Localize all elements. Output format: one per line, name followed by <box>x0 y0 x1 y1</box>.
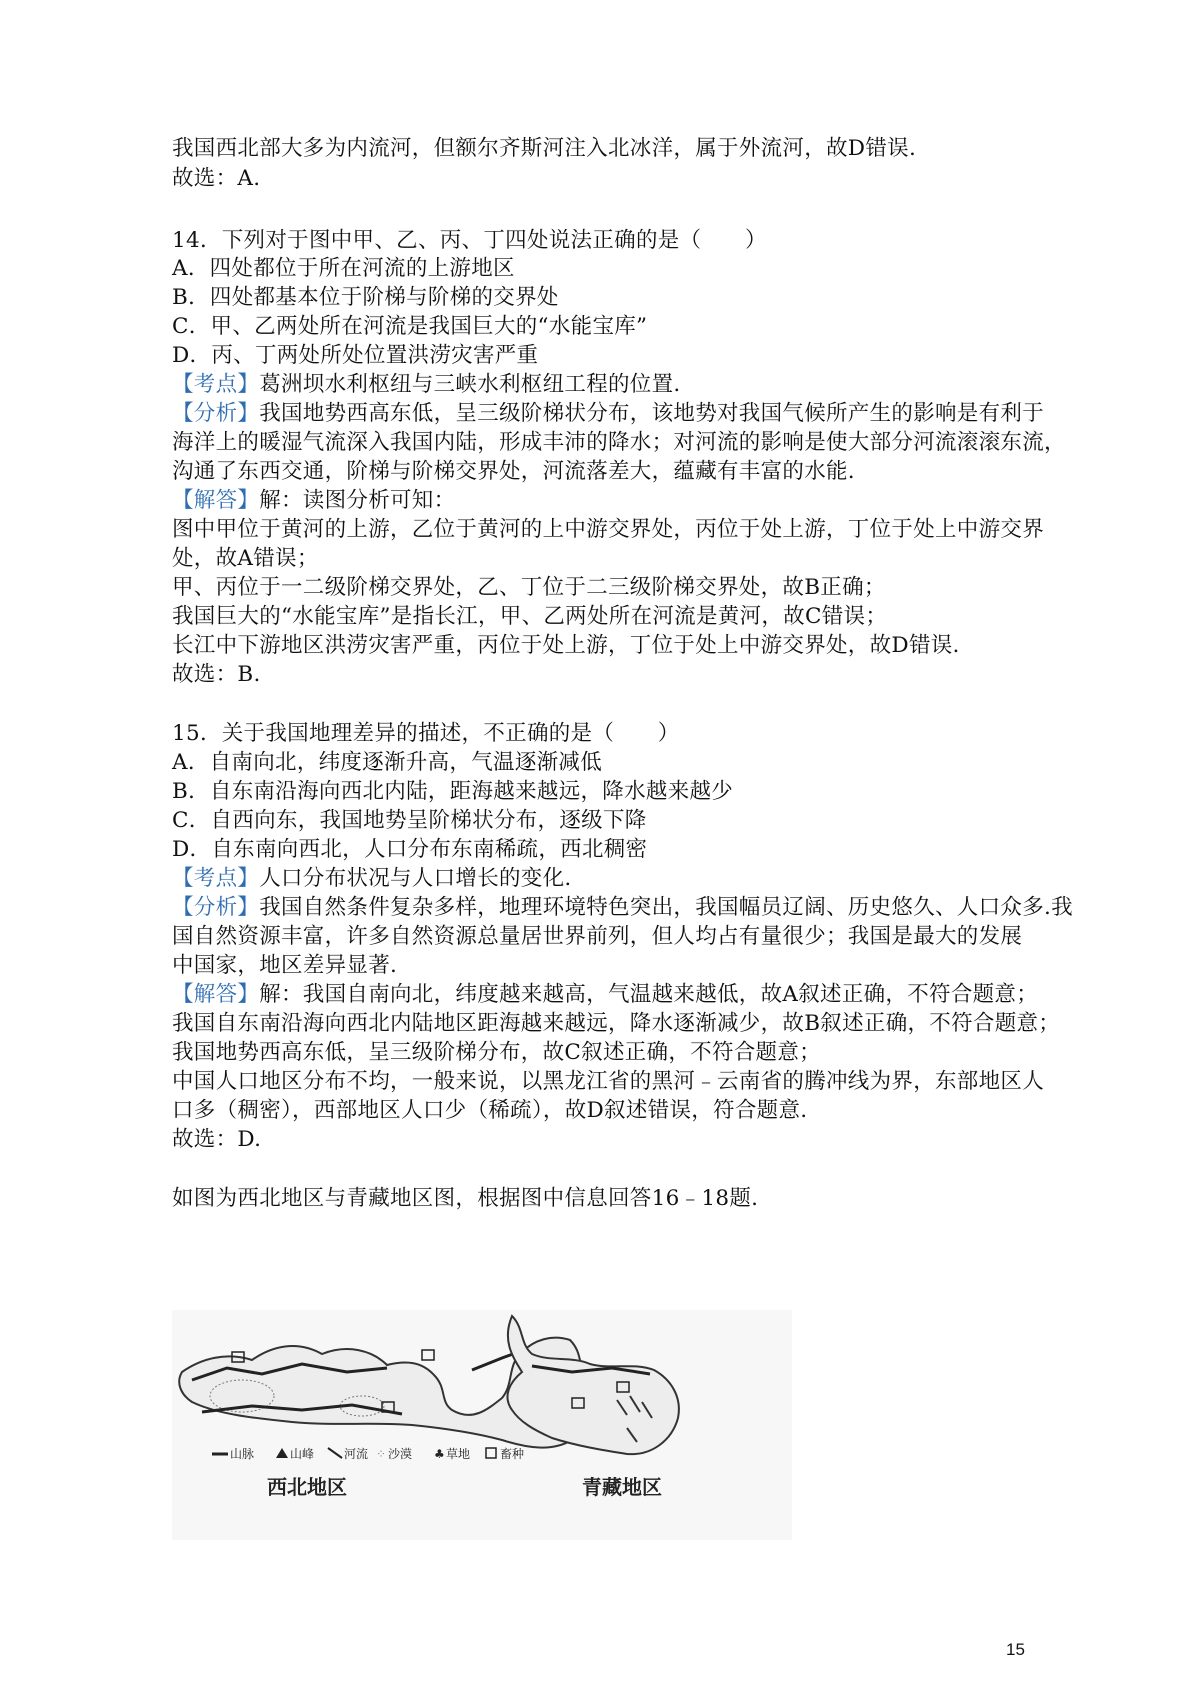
q15-fenxi-tag: 【分析】 <box>172 895 260 920</box>
q14-option-c: C．甲、乙两处所在河流是我国巨大的“水能宝库” <box>172 314 648 339</box>
q15-kaodian-text: 人口分布状况与人口增长的变化. <box>259 866 572 891</box>
q14-jieda-tag: 【解答】 <box>172 488 260 513</box>
grassland-icon: ♣ <box>434 1447 445 1461</box>
q15-fenxi-line-2: 国自然资源丰富，许多自然资源总量居世界前列，但人均占有量很少；我国是最大的发展 <box>172 924 1023 949</box>
q15-jieda-line-2: 我国自东南沿海向西北内陆地区距海越来越远，降水逐渐减少，故B叙述正确，不符合题意； <box>172 1011 1061 1036</box>
q14-jieda-line-4: 甲、丙位于一二级阶梯交界处，乙、丁位于二三级阶梯交界处，故B正确； <box>172 575 886 600</box>
q15-kaodian-tag: 【考点】 <box>172 866 260 891</box>
q16-intro: 如图为西北地区与青藏地区图，根据图中信息回答16﹣18题. <box>172 1186 759 1211</box>
q14-fenxi-tag: 【分析】 <box>172 401 260 426</box>
q15-jieda-first: 解：我国自南向北，纬度越来越高，气温越来越低，故A叙述正确，不符合题意； <box>259 982 1039 1007</box>
q15-fenxi-text-1: 我国自然条件复杂多样，地理环境特色突出，我国幅员辽阔、历史悠久、人口众多.我 <box>259 895 1073 920</box>
q14-kaodian <box>172 369 681 401</box>
q14-jieda-line-3: 处，故A错误； <box>172 546 319 571</box>
q15-option-c: C．自西向东，我国地势呈阶梯状分布，逐级下降 <box>172 808 647 833</box>
legend-mountain-peak: 山峰 <box>290 1447 315 1461</box>
q15-answer: 故选：D. <box>172 1127 262 1152</box>
q15-option-d: D．自东南向西北，人口分布东南稀疏，西北稠密 <box>172 837 648 862</box>
q15-option-a: A．自南向北，纬度逐渐升高，气温逐渐减低 <box>172 750 603 775</box>
q14-jieda-line-5: 我国巨大的“水能宝库”是指长江，甲、乙两处所在河流是黄河，故C错误； <box>172 604 888 629</box>
q15-jieda-line-5: 口多（稠密），西部地区人口少（稀疏），故D叙述错误，符合题意. <box>172 1098 808 1123</box>
q15-jieda-line-3: 我国地势西高东低，呈三级阶梯分布，故C叙述正确，不符合题意； <box>172 1040 821 1065</box>
q15-jieda-line-1 <box>172 979 1038 1011</box>
label-northwest: 西北地区 <box>267 1475 347 1499</box>
desert-icon: ⁘ <box>376 1447 387 1461</box>
q14-option-b: B．四处都基本位于阶梯与阶梯的交界处 <box>172 285 559 310</box>
page-number: 15 <box>1006 1640 1025 1659</box>
q14-kaodian-text: 葛洲坝水利枢纽与三峡水利枢纽工程的位置. <box>259 372 681 397</box>
legend-livestock: 畜种 <box>500 1447 525 1461</box>
q15-jieda-tag: 【解答】 <box>172 982 260 1007</box>
legend-river: 河流 <box>344 1447 369 1461</box>
q15-stem: 15．关于我国地理差异的描述，不正确的是（ ） <box>172 721 680 746</box>
legend-grassland: 草地 <box>446 1447 471 1461</box>
q14-fenxi-line-3: 沟通了东西交通，阶梯与阶梯交界处，河流落差大，蕴藏有丰富的水能. <box>172 459 855 484</box>
q14-fenxi-text-1: 我国地势西高东低，呈三级阶梯状分布，该地势对我国气候所产生的影响是有利于 <box>259 401 1045 426</box>
q14-fenxi-line-2: 海洋上的暖湿气流深入我国内陆，形成丰沛的降水；对河流的影响是使大部分河流滚滚东流， <box>172 430 1066 455</box>
prev-answer: 故选：A. <box>172 166 261 191</box>
region-maps-figure <box>172 1310 792 1540</box>
legend-desert: 沙漠 <box>388 1447 413 1461</box>
label-qinghai-tibet: 青藏地区 <box>582 1475 662 1499</box>
q14-jieda-line-6: 长江中下游地区洪涝灾害严重，丙位于处上游，丁位于处上中游交界处，故D错误. <box>172 633 960 658</box>
q14-jieda-first: 解：读图分析可知： <box>259 488 456 513</box>
q14-option-d: D．丙、丁两处所处位置洪涝灾害严重 <box>172 343 539 368</box>
q14-option-a: A．四处都位于所在河流的上游地区 <box>172 256 515 281</box>
q15-kaodian <box>172 863 572 895</box>
q14-jieda-line-2: 图中甲位于黄河的上游，乙位于黄河的上中游交界处，丙位于处上游，丁位于处上中游交界 <box>172 517 1045 542</box>
q15-jieda-line-4: 中国人口地区分布不均，一般来说，以黑龙江省的黑河﹣云南省的腾冲线为界，东部地区人 <box>172 1069 1045 1094</box>
q15-fenxi-line-3: 中国家，地区差异显著. <box>172 953 398 978</box>
q14-stem: 14．下列对于图中甲、乙、丙、丁四处说法正确的是（ ） <box>172 228 767 253</box>
q15-fenxi-line-1 <box>172 892 1073 924</box>
q14-answer: 故选：B. <box>172 662 261 687</box>
q14-jieda-line-1 <box>172 485 455 517</box>
q14-kaodian-tag: 【考点】 <box>172 372 260 397</box>
prev-explanation: 我国西北部大多为内流河，但额尔齐斯河注入北冰洋，属于外流河，故D错误. <box>172 136 917 161</box>
q14-fenxi-line-1 <box>172 398 1044 430</box>
legend-mountain-range: 山脉 <box>230 1447 255 1461</box>
q15-option-b: B．自东南沿海向西北内陆，距海越来越远，降水越来越少 <box>172 779 734 804</box>
